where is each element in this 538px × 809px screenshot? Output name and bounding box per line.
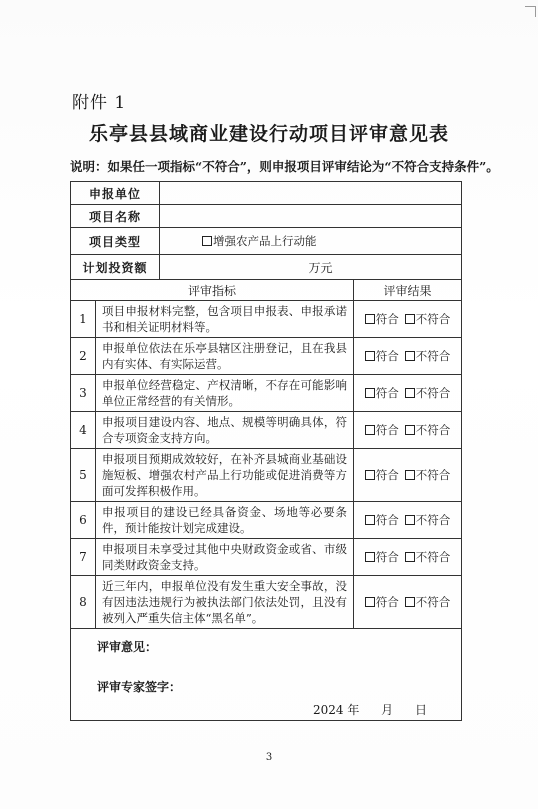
checkbox-icon[interactable] [365, 597, 375, 607]
attachment-label: 附件 1 [72, 93, 127, 113]
criteria-row [71, 338, 462, 375]
criteria-header: 评审指标 [71, 280, 354, 301]
checkbox-icon[interactable] [365, 552, 375, 562]
pass-option[interactable]: 符合 [365, 550, 399, 564]
pass-option[interactable]: 符合 [365, 513, 399, 527]
investment-row [71, 255, 462, 280]
checkbox-icon[interactable] [202, 236, 212, 246]
criteria-row [71, 539, 462, 576]
criteria-number: 4 [71, 412, 96, 449]
fail-option[interactable]: 不符合 [405, 423, 451, 437]
criteria-text: 申报单位经营稳定、产权清晰，不存在可能影响单位正常经营的有关情形。 [96, 375, 354, 412]
project-name-row [71, 205, 462, 228]
result-options [354, 576, 462, 629]
pass-option[interactable]: 符合 [365, 595, 399, 609]
result-options [354, 338, 462, 375]
form-note: 说明：如果任一项指标“不符合”，则申报项目评审结论为“不符合支持条件”。 [70, 159, 499, 174]
checkbox-icon[interactable] [365, 515, 375, 525]
criteria-row [71, 449, 462, 502]
criteria-text: 申报项目的建设已经具备资金、场地等必要条件，预计能按计划完成建设。 [96, 502, 354, 539]
checkbox-icon[interactable] [405, 515, 415, 525]
project-name-value[interactable] [160, 205, 462, 228]
criteria-text: 项目申报材料完整，包含项目申报表、申报承诺书和相关证明材料等。 [96, 301, 354, 338]
checkbox-icon[interactable] [365, 388, 375, 398]
criteria-number: 6 [71, 502, 96, 539]
page-number: 3 [265, 752, 273, 763]
criteria-row [71, 576, 462, 629]
date-year: 2024 年 [312, 703, 360, 717]
fail-option[interactable]: 不符合 [405, 513, 451, 527]
investment-unit: 万元 [308, 260, 333, 275]
criteria-row [71, 301, 462, 338]
investment-value[interactable] [160, 255, 462, 280]
date-line [309, 701, 427, 718]
investment-label: 计划投资额 [71, 255, 160, 280]
pass-option[interactable]: 符合 [365, 423, 399, 437]
checkbox-icon[interactable] [365, 425, 375, 435]
opinion-label: 评审意见： [97, 640, 158, 654]
criteria-text: 申报项目建设内容、地点、规模等明确具体，符合专项资金支持方向。 [96, 412, 354, 449]
applicant-value[interactable] [160, 182, 462, 205]
project-name-label: 项目名称 [71, 205, 160, 228]
criteria-number: 1 [71, 301, 96, 338]
review-opinion-area[interactable] [71, 629, 462, 721]
checkbox-icon[interactable] [365, 351, 375, 361]
checkbox-icon[interactable] [405, 388, 415, 398]
fail-option[interactable]: 不符合 [405, 386, 451, 400]
criteria-number: 8 [71, 576, 96, 629]
criteria-text: 近三年内，申报单位没有发生重大安全事故，没有因违法违规行为被执法部门依法处罚，且没有被列入严重失信主体“黑名单”。 [96, 576, 354, 629]
date-month: 月 [381, 703, 394, 717]
checkbox-icon[interactable] [405, 597, 415, 607]
criteria-row [71, 502, 462, 539]
checkbox-icon[interactable] [405, 552, 415, 562]
project-type-option[interactable] [160, 228, 462, 255]
criteria-text: 申报单位依法在乐亭县辖区注册登记，且在我县内有实体、有实际运营。 [96, 338, 354, 375]
criteria-number: 7 [71, 539, 96, 576]
criteria-text: 申报项目未享受过其他中央财政资金或省、市级同类财政资金支持。 [96, 539, 354, 576]
project-type-option-label: 增强农产品上行动能 [213, 234, 317, 248]
fail-option[interactable]: 不符合 [405, 349, 451, 363]
result-options [354, 502, 462, 539]
project-type-label: 项目类型 [71, 228, 160, 255]
scan-corner-mark [525, 6, 536, 17]
fail-option[interactable]: 不符合 [405, 312, 451, 326]
result-options [354, 412, 462, 449]
checkbox-icon[interactable] [405, 314, 415, 324]
review-form-table [70, 181, 462, 721]
project-type-row [71, 228, 462, 255]
checkbox-icon[interactable] [365, 470, 375, 480]
pass-option[interactable]: 符合 [365, 468, 399, 482]
applicant-row [71, 182, 462, 205]
criteria-header-row [71, 280, 462, 301]
applicant-label: 申报单位 [71, 182, 160, 205]
result-options [354, 375, 462, 412]
criteria-row [71, 412, 462, 449]
criteria-number: 5 [71, 449, 96, 502]
checkbox-icon[interactable] [405, 351, 415, 361]
checkbox-icon[interactable] [405, 470, 415, 480]
result-options [354, 449, 462, 502]
pass-option[interactable]: 符合 [365, 349, 399, 363]
checkbox-icon[interactable] [365, 314, 375, 324]
result-options [354, 301, 462, 338]
signature-label: 评审专家签字： [97, 680, 182, 694]
pass-option[interactable]: 符合 [365, 386, 399, 400]
result-options [354, 539, 462, 576]
pass-option[interactable]: 符合 [365, 312, 399, 326]
criteria-row [71, 375, 462, 412]
fail-option[interactable]: 不符合 [405, 468, 451, 482]
criteria-number: 3 [71, 375, 96, 412]
result-header: 评审结果 [354, 280, 462, 301]
fail-option[interactable]: 不符合 [405, 595, 451, 609]
opinion-row [71, 629, 462, 721]
form-title: 乐亭县县域商业建设行动项目评审意见表 [88, 123, 449, 145]
date-day: 日 [415, 703, 428, 717]
criteria-number: 2 [71, 338, 96, 375]
checkbox-icon[interactable] [405, 425, 415, 435]
criteria-text: 申报项目预期成效较好，在补齐县城商业基础设施短板、增强农村产品上行功能或促进消费等方面可发挥积极作用。 [96, 449, 354, 502]
fail-option[interactable]: 不符合 [405, 550, 451, 564]
